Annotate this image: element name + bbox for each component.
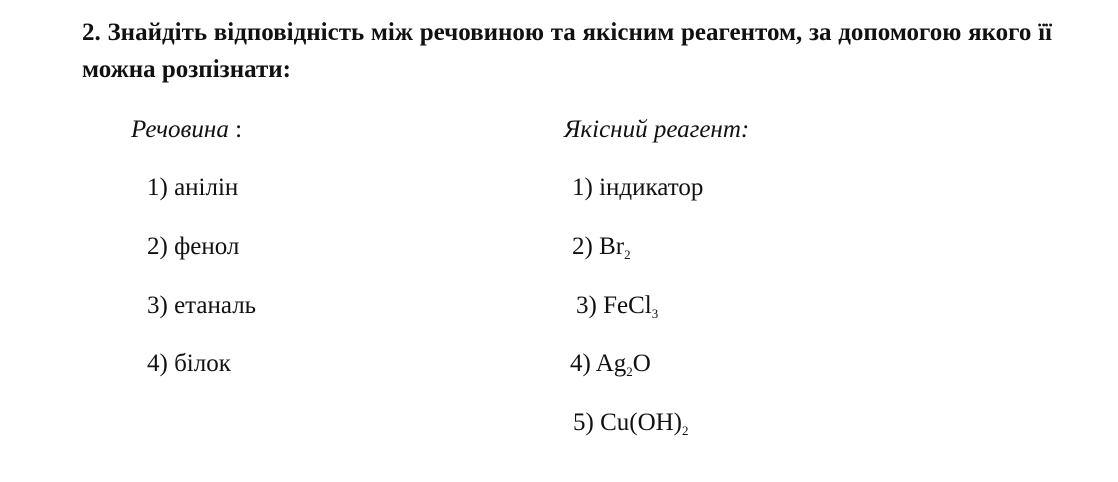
reagent-formula: $Ag_2O$ [595, 350, 651, 379]
substance-heading: Речовина : [131, 116, 243, 143]
task-question [82, 14, 1052, 88]
reagent-formula: $Cu(OH)_2$ [600, 409, 689, 438]
substance-item-2: 2) фенол [147, 233, 240, 260]
task-number: 2. [82, 19, 101, 46]
reagent-item-1: 1) індикатор [572, 174, 704, 201]
substance-item-4: 4) білок [147, 350, 231, 377]
reagent-item-2: 2) $Br_2$ [572, 233, 631, 262]
reagent-formula: FeCl$_3$ [603, 292, 659, 321]
task-text: Знайдіть відповідність між речовиною та якісним реагентом, за допомогою якого її можна розпізнати: [82, 19, 1053, 83]
reagent-item-5: 5) $Cu(OH)_2$ [573, 409, 689, 438]
substance-item-3: 3) етаналь [147, 292, 257, 319]
reagent-heading: Якісний реагент: [564, 116, 750, 143]
reagent-item-4: 4) $Ag_2O$ [570, 350, 651, 379]
substance-item-1: 1) анілін [147, 174, 239, 201]
reagent-formula: $Br_2$ [599, 233, 631, 262]
reagent-item-3: 3) FeCl$_3$ [576, 292, 659, 321]
